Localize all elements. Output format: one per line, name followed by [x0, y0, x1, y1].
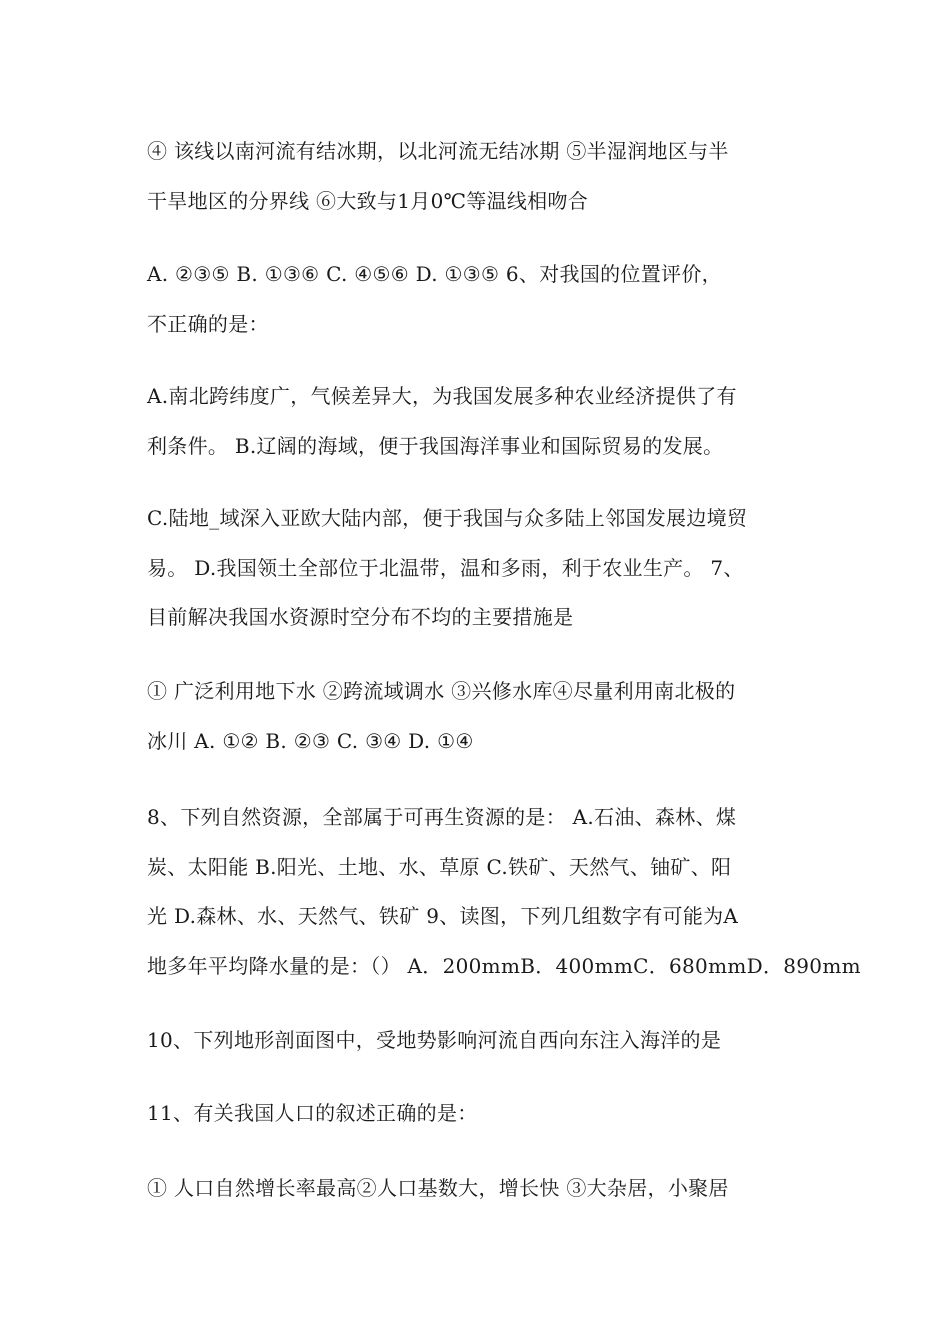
text-line: 冰川 A. ①② B. ②③ C. ③④ D. ①④	[147, 728, 474, 753]
paragraph-question-6-options-c-d-and-question-7	[147, 494, 817, 643]
text-line: C.陆地_域深入亚欧大陆内部，便于我国与众多陆上邻国发展边境贸	[147, 506, 748, 530]
paragraph-question-11	[147, 1089, 817, 1139]
text-line: ① 广泛利用地下水 ②跨流域调水 ③兴修水库④尽量利用南北极的	[147, 679, 736, 703]
text-line: 11、有关我国人口的叙述正确的是：	[147, 1101, 478, 1125]
text-line: 易。 D.我国领土全部位于北温带，温和多雨，利于农业生产。 7、	[147, 555, 744, 580]
paragraph-question-5-options-and-question-6	[147, 250, 817, 349]
text-line: 利条件。 B.辽阔的海域，便于我国海洋事业和国际贸易的发展。	[147, 433, 724, 458]
text-line: 不正确的是：	[147, 311, 269, 336]
paragraph-question-11-options	[147, 1164, 817, 1214]
text-line: ① 人口自然增长率最高②人口基数大，增长快 ③大杂居，小聚居	[147, 1176, 729, 1200]
text-line: 地多年平均降水量的是：（） A．200mmB．400mmC．680mmD．890mm	[147, 953, 861, 978]
text-line: ④ 该线以南河流有结冰期，以北河流无结冰期 ⑤半湿润地区与半	[147, 139, 729, 163]
text-line: A.南北跨纬度广，气候差异大，为我国发展多种农业经济提供了有	[147, 384, 737, 408]
text-line: 目前解决我国水资源时空分布不均的主要措施是	[147, 605, 574, 629]
paragraph-question-10	[147, 1016, 817, 1066]
paragraph-questions-8-and-9	[147, 793, 861, 991]
text-line: 10、下列地形剖面图中，受地势影响河流自西向东注入海洋的是	[147, 1028, 722, 1052]
text-line: 光 D.森林、水、天然气、铁矿 9、读图，下列几组数字有可能为A	[147, 904, 739, 928]
paragraph-question-7-options	[147, 667, 817, 766]
paragraph-boundary-line-features	[147, 127, 817, 226]
text-line: 干旱地区的分界线 ⑥大致与1月0℃等温线相吻合	[147, 188, 589, 213]
text-line: 8、下列自然资源，全部属于可再生资源的是： A.石油、森林、煤	[147, 805, 737, 829]
text-line: 炭、太阳能 B.阳光、土地、水、草原 C.铁矿、天然气、铀矿、阳	[147, 854, 732, 879]
paragraph-question-6-options-a-b	[147, 372, 817, 471]
text-line: A. ②③⑤ B. ①③⑥ C. ④⑤⑥ D. ①③⑤ 6、对我国的位置评价，	[147, 262, 722, 286]
